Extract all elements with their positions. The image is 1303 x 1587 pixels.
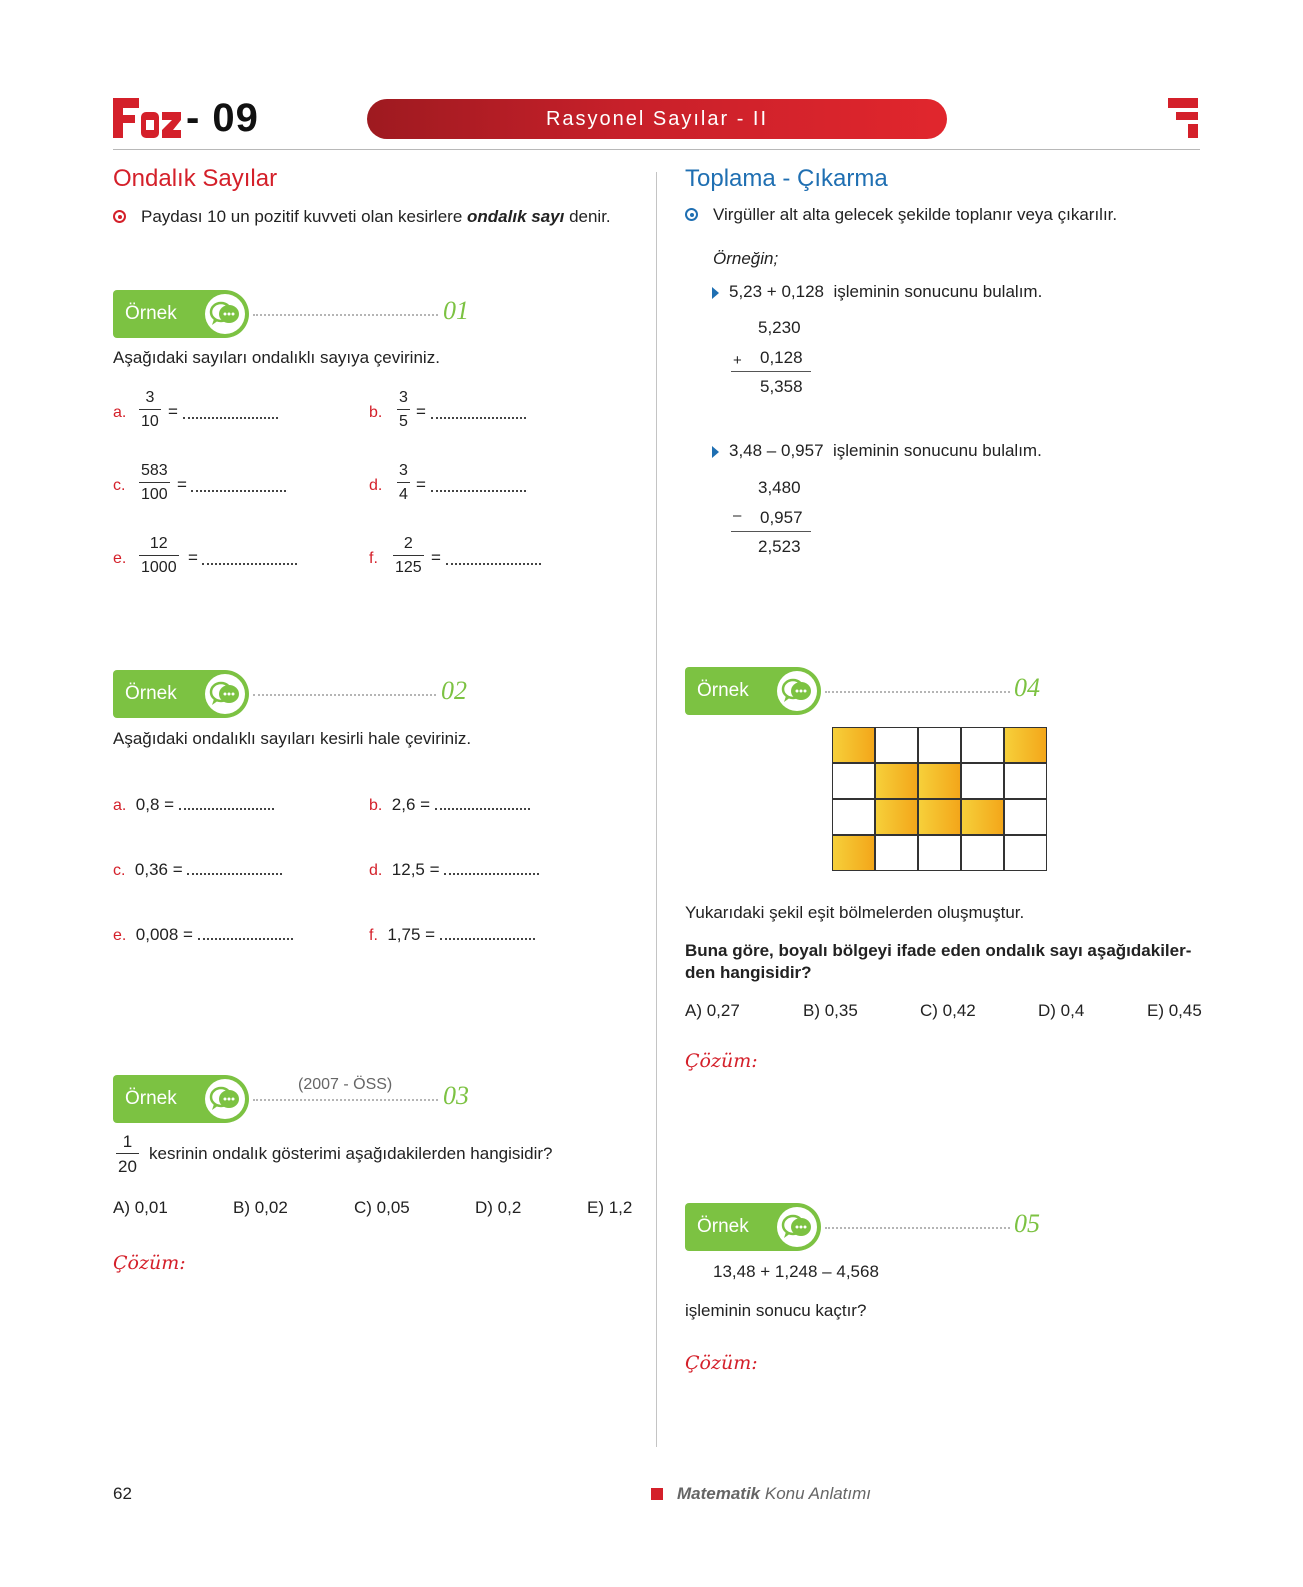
ornek-badge-02: Örnek — [113, 670, 249, 718]
grid-cell — [875, 727, 918, 763]
choice-b: B) 0,02 — [233, 1198, 288, 1217]
choice-b: B) 0,35 — [803, 1001, 858, 1020]
grid-cell — [832, 835, 875, 871]
list-item: a. 0,8 = — [113, 795, 274, 815]
section-title-ondalik: Ondalık Sayılar — [113, 165, 278, 192]
solution-label: Çözüm: — [113, 1252, 186, 1274]
question-02: Aşağıdaki ondalıklı sayıları kesirli hale çeviriniz. — [113, 729, 472, 748]
solution-label: Çözüm: — [685, 1352, 758, 1374]
solution-label: Çözüm: — [685, 1050, 758, 1072]
op2-line — [731, 531, 811, 532]
expression-05: 13,48 + 1,248 – 4,568 — [713, 1262, 879, 1281]
example-number-05: 05 — [1014, 1209, 1040, 1238]
example-number-02: 02 — [441, 676, 467, 705]
statement-04: Yukarıdaki şekil eşit bölmelerden oluşmuştur. — [685, 903, 1025, 922]
grid-cell — [1004, 727, 1047, 763]
example-number-01: 01 — [443, 296, 469, 325]
grid-cell — [1004, 835, 1047, 871]
choice-d: D) 0,2 — [475, 1198, 522, 1217]
dotted-leader — [825, 691, 1010, 693]
page-number: 62 — [113, 1484, 132, 1503]
speech-bubbles-icon — [781, 1213, 813, 1241]
grid-cell — [832, 763, 875, 799]
speech-bubbles-icon — [209, 1085, 241, 1113]
question-04-line2: den hangisidir? — [685, 963, 812, 982]
definition-text: Paydası 10 un pozitif kuvveti olan kesirlere ondalık sayı denir. — [141, 207, 611, 226]
banner-title: Rasyonel Sayılar - II — [367, 99, 947, 139]
column-divider — [656, 172, 657, 1447]
question-04-line1: Buna göre, boyalı bölgeyi ifade eden ondalık sayı aşağıdakiler- — [685, 941, 1192, 960]
grid-cell — [918, 727, 961, 763]
choice-a: A) 0,27 — [685, 1001, 740, 1020]
section-title-toplama: Toplama - Çıkarma — [685, 165, 888, 192]
grid-cell — [961, 727, 1004, 763]
unit-number: - 09 — [186, 96, 259, 140]
faz-logo — [113, 98, 181, 138]
grid-cell — [961, 835, 1004, 871]
list-item: d. 12,5 = — [369, 860, 539, 880]
dotted-leader — [253, 1099, 438, 1101]
choice-c: C) 0,05 — [354, 1198, 410, 1217]
op2-sign: – — [733, 507, 742, 524]
grid-cell — [875, 799, 918, 835]
example-intro: Örneğin; — [713, 249, 779, 268]
choice-a: A) 0,01 — [113, 1198, 168, 1217]
dotted-leader — [253, 314, 438, 316]
grid-cell — [832, 799, 875, 835]
op1-line — [731, 371, 811, 372]
dotted-leader — [253, 694, 436, 696]
corner-logo — [1168, 98, 1198, 138]
grid-cell — [961, 763, 1004, 799]
list-item: e. 0,008 = — [113, 925, 293, 945]
grid-cell — [918, 799, 961, 835]
target-bullet-icon — [685, 208, 698, 221]
operation-1-text: 5,23 + 0,128 işleminin sonucunu bulalım. — [729, 282, 1043, 301]
speech-bubbles-icon — [209, 300, 241, 328]
grid-cell — [918, 835, 961, 871]
example-number-03: 03 — [443, 1081, 469, 1110]
question-03: kesrinin ondalık gösterimi aşağıdakilerden hangisidir? — [149, 1144, 553, 1163]
choice-e: E) 1,2 — [587, 1198, 633, 1217]
list-item: c. 0,36 = — [113, 860, 282, 880]
grid-cell — [875, 835, 918, 871]
choice-d: D) 0,4 — [1038, 1001, 1085, 1020]
triangle-bullet-icon — [712, 287, 719, 299]
example-number-04: 04 — [1014, 673, 1040, 702]
list-item: b. 2,6 = — [369, 795, 530, 815]
speech-bubbles-icon — [781, 677, 813, 705]
op2-result: 2,523 — [758, 537, 801, 556]
footer-square-icon — [651, 1488, 663, 1500]
fraction-1-20: $\frac{1}{20}$ — [118, 1132, 137, 1176]
grid-cell — [1004, 799, 1047, 835]
question-01: Aşağıdaki sayıları ondalıklı sayıya çeviriniz. — [113, 348, 440, 367]
question-05: işleminin sonucu kaçtır? — [685, 1301, 867, 1320]
ornek-badge-05: Örnek — [685, 1203, 821, 1251]
grid-cell — [961, 799, 1004, 835]
grid-cell — [875, 763, 918, 799]
choice-e: E) 0,45 — [1147, 1001, 1202, 1020]
operation-2-text: 3,48 – 0,957 işleminin sonucunu bulalım. — [729, 441, 1042, 460]
grid-cell — [832, 727, 875, 763]
op1-sign: + — [733, 352, 742, 369]
choice-c: C) 0,42 — [920, 1001, 976, 1020]
op2-top: 3,480 — [758, 478, 801, 497]
speech-bubbles-icon — [209, 680, 241, 708]
rule-text: Virgüller alt alta gelecek şekilde toplanır veya çıkarılır. — [713, 205, 1118, 224]
dotted-leader — [825, 1227, 1010, 1229]
grid-cell — [1004, 763, 1047, 799]
triangle-bullet-icon — [712, 446, 719, 458]
op1-result: 5,358 — [760, 377, 803, 396]
source-tag: (2007 - ÖSS) — [298, 1076, 393, 1093]
grid-cell — [918, 763, 961, 799]
op1-bottom: 0,128 — [760, 348, 803, 367]
list-item: f. 1,75 = — [369, 925, 535, 945]
op2-bottom: 0,957 — [760, 508, 803, 527]
ornek-badge-01: Örnek — [113, 290, 249, 338]
op1-top: 5,230 — [758, 318, 801, 337]
header-divider — [113, 149, 1200, 150]
ornek-badge-04: Örnek — [685, 667, 821, 715]
footer-book-title: Matematik Konu Anlatımı — [677, 1484, 872, 1503]
shaded-grid — [832, 727, 1051, 874]
target-bullet-icon — [113, 210, 126, 223]
ornek-badge-03: Örnek — [113, 1075, 249, 1123]
